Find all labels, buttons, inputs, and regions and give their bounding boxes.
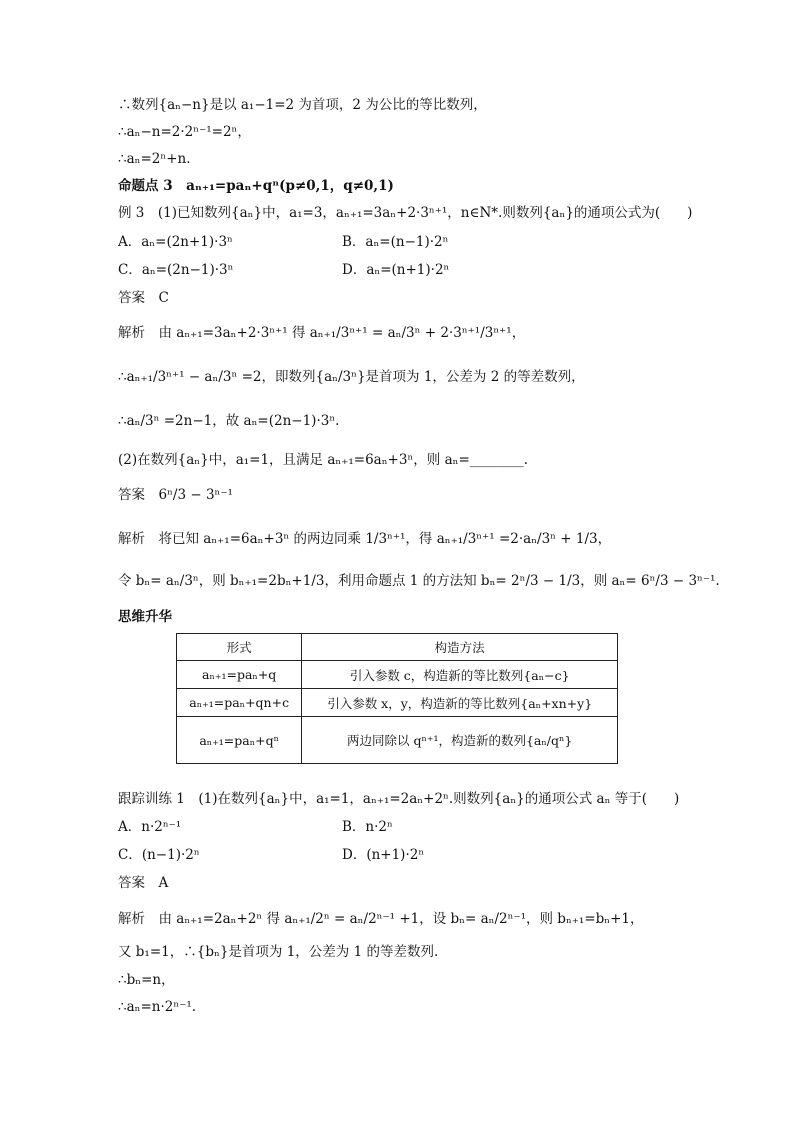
table-cell: 两边同除以 qⁿ⁺¹，构造新的数列{aₙ/qⁿ} (302, 717, 618, 764)
option-b: B．n·2ⁿ (342, 819, 393, 835)
answer-line: 答案 A (118, 875, 169, 891)
text-line: ∴数列{aₙ−n}是以 a₁−1=2 为首项，2 为公比的等比数列， (118, 97, 487, 113)
answer-line: 答案 6ⁿ/3 − 3ⁿ⁻¹ (118, 487, 233, 503)
analysis-line: 解析 由 aₙ₊₁=2aₙ+2ⁿ 得 aₙ₊₁/2ⁿ = aₙ/2ⁿ⁻¹ +1，设 bₙ= aₙ/2ⁿ⁻¹，则 bₙ₊₁=bₙ+1， (118, 911, 644, 927)
table-header-row (177, 634, 618, 661)
analysis-line: ∴bₙ=n， (118, 972, 175, 988)
table-row (177, 717, 618, 764)
table-header: 形式 (177, 634, 302, 661)
table-cell: aₙ₊₁=paₙ+qn+c (177, 689, 302, 717)
example-question: 例 3 (1)已知数列{aₙ}中，a₁=3，aₙ₊₁=3aₙ+2·3ⁿ⁺¹，n∈N*.则数列{aₙ}的通项公式为( ) (118, 205, 693, 221)
construction-method-table (176, 633, 618, 764)
analysis-line: ∴aₙ₊₁/3ⁿ⁺¹ − aₙ/3ⁿ =2，即数列{aₙ/3ⁿ}是首项为 1，公差为 2 的等差数列， (118, 369, 585, 385)
option-a: A．n·2ⁿ⁻¹ (118, 819, 182, 835)
table-row (177, 689, 618, 717)
section-heading: 命题点 3 aₙ₊₁=paₙ+qⁿ(p≠0,1，q≠0,1) (118, 178, 394, 194)
analysis-line: 解析 由 aₙ₊₁=3aₙ+2·3ⁿ⁺¹ 得 aₙ₊₁/3ⁿ⁺¹ = aₙ/3ⁿ + 2·3ⁿ⁺¹/3ⁿ⁺¹， (118, 325, 526, 341)
table-row (177, 661, 618, 689)
exercise-question: 跟踪训练 1 (1)在数列{aₙ}中，a₁=1，aₙ₊₁=2aₙ+2ⁿ.则数列{aₙ}的通项公式 aₙ 等于( ) (118, 791, 680, 807)
analysis-line: ∴aₙ/3ⁿ =2n−1，故 aₙ=(2n−1)·3ⁿ. (118, 413, 340, 429)
analysis-line: 解析 将已知 aₙ₊₁=6aₙ+3ⁿ 的两边同乘 1/3ⁿ⁺¹，得 aₙ₊₁/3ⁿ⁺¹ =2·aₙ/3ⁿ + 1/3， (118, 531, 612, 547)
table-cell: 引入参数 x，y，构造新的等比数列{aₙ+xn+y} (302, 689, 618, 717)
example-question: (2)在数列{aₙ}中，a₁=1，且满足 aₙ₊₁=6aₙ+3ⁿ，则 aₙ=________. (118, 452, 529, 468)
analysis-line: ∴aₙ=n·2ⁿ⁻¹. (118, 999, 197, 1015)
option-d: D．aₙ=(n+1)·2ⁿ (342, 262, 450, 278)
table-cell: aₙ₊₁=paₙ+qⁿ (177, 717, 302, 764)
option-c: C．aₙ=(2n−1)·3ⁿ (118, 262, 234, 278)
option-a: A．aₙ=(2n+1)·3ⁿ (118, 234, 233, 250)
text-line: ∴aₙ=2ⁿ+n. (118, 151, 191, 167)
section-heading: 思维升华 (118, 609, 172, 625)
analysis-line: 又 b₁=1，∴{bₙ}是首项为 1，公差为 1 的等差数列. (118, 944, 439, 960)
option-d: D．(n+1)·2ⁿ (342, 847, 425, 863)
table-cell: aₙ₊₁=paₙ+q (177, 661, 302, 689)
table-header: 构造方法 (302, 634, 618, 661)
option-b: B．aₙ=(n−1)·2ⁿ (342, 234, 449, 250)
table-cell: 引入参数 c，构造新的等比数列{aₙ−c} (302, 661, 618, 689)
text-line: ∴aₙ−n=2·2ⁿ⁻¹=2ⁿ， (118, 124, 251, 140)
answer-line: 答案 C (118, 290, 169, 306)
analysis-line: 令 bₙ= aₙ/3ⁿ，则 bₙ₊₁=2bₙ+1/3，利用命题点 1 的方法知 bₙ= 2ⁿ/3 − 1/3，则 aₙ= 6ⁿ/3 − 3ⁿ⁻¹. (118, 573, 720, 589)
option-c: C．(n−1)·2ⁿ (118, 847, 200, 863)
